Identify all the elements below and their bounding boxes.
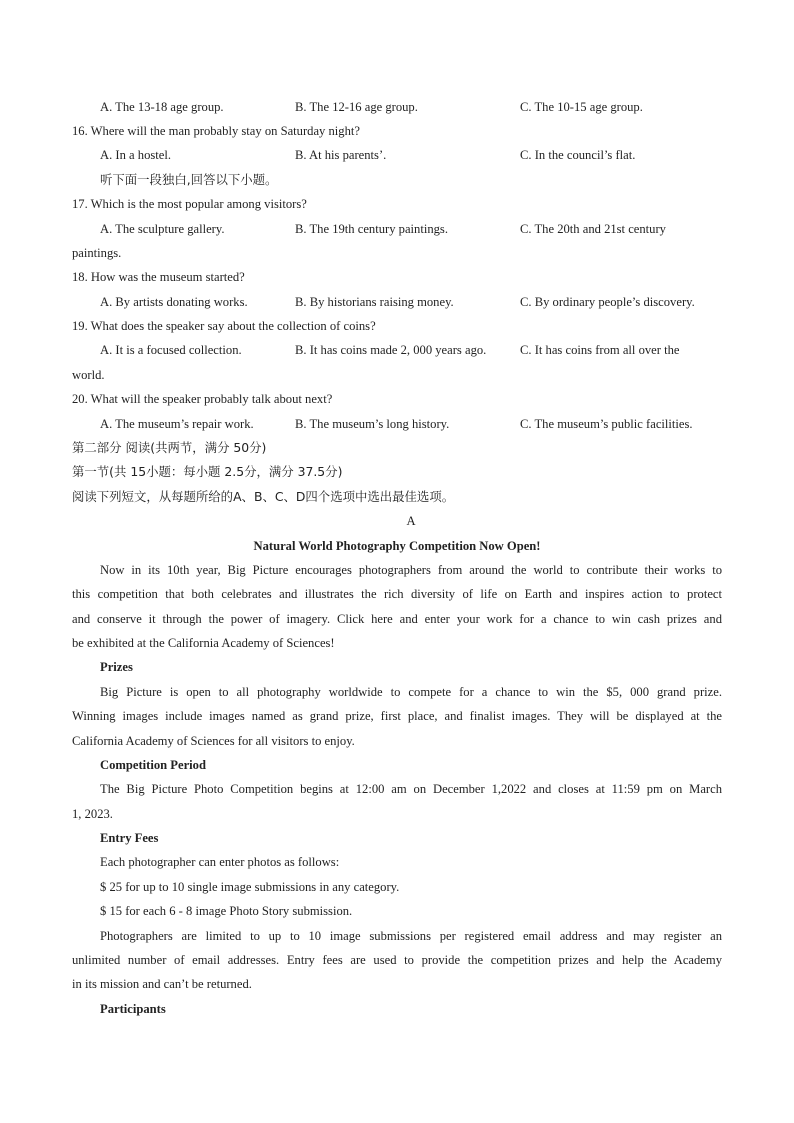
q15-option-b: B. The 12-16 age group.	[295, 100, 418, 114]
q18-option-a: A. By artists donating works.	[100, 295, 248, 309]
q18-question: 18. How was the museum started?	[72, 270, 245, 284]
q19-option-a: A. It is a focused collection.	[100, 343, 242, 357]
q19-option-c-continued: world.	[72, 368, 105, 382]
q17-option-c-continued: paintings.	[72, 246, 122, 260]
prizes-heading: Prizes	[100, 660, 133, 674]
limit-line: Photographers are limited to up to 10 image submissions per registered email address and may register an	[100, 929, 722, 943]
period-line: The Big Picture Photo Competition begins at 12:00 am on December 1,2022 and closes at 11:59 pm on March	[100, 782, 722, 796]
period-heading: Competition Period	[100, 758, 206, 772]
prizes-line: Winning images include images named as grand prize, first place, and finalist images. They will be displayed at the	[72, 709, 722, 723]
section1-heading: 第一节(共 15小题：每小题 2.5分，满分 37.5分)	[72, 464, 343, 479]
fees-heading: Entry Fees	[100, 831, 159, 845]
q19-option-b: B. It has coins made 2, 000 years ago.	[295, 343, 487, 357]
intro-line: this competition that both celebrates and illustrates the rich diversity of life on Earth and inspires action to protect	[72, 587, 722, 601]
q19-option-c: C. It has coins from all over the	[520, 343, 680, 357]
q16-option-c: C. In the council’s flat.	[520, 148, 636, 162]
monologue-instruction: 听下面一段独白,回答以下小题。	[100, 172, 278, 187]
prizes-line: Big Picture is open to all photography worldwide to compete for a chance to win the $5, 000 grand prize.	[100, 685, 722, 699]
passage-letter: A	[406, 514, 416, 528]
q17-question: 17. Which is the most popular among visitors?	[72, 197, 307, 211]
q16-question: 16. Where will the man probably stay on Saturday night?	[72, 124, 360, 138]
q17-option-b: B. The 19th century paintings.	[295, 222, 448, 236]
prizes-line: California Academy of Sciences for all visitors to enjoy.	[72, 734, 355, 748]
q18-option-b: B. By historians raising money.	[295, 295, 454, 309]
q15-option-a: A. The 13-18 age group.	[100, 100, 224, 114]
period-line: 1, 2023.	[72, 807, 113, 821]
fees-line: $ 25 for up to 10 single image submissions in any category.	[100, 880, 400, 894]
intro-line: and conserve it through the power of imagery. Click here and enter your work for a chance to win cash prizes and	[72, 612, 722, 626]
q18-option-c: C. By ordinary people’s discovery.	[520, 295, 695, 309]
part2-heading: 第二部分 阅读(共两节，满分 50分)	[72, 440, 267, 455]
q20-option-a: A. The museum’s repair work.	[100, 417, 254, 431]
participants-heading: Participants	[100, 1002, 166, 1016]
fees-line: Each photographer can enter photos as follows:	[100, 855, 340, 869]
passage-title: Natural World Photography Competition Now Open!	[253, 539, 541, 553]
q19-question: 19. What does the speaker say about the collection of coins?	[72, 319, 376, 333]
q20-question: 20. What will the speaker probably talk about next?	[72, 392, 333, 406]
limit-line: in its mission and can’t be returned.	[72, 977, 252, 991]
q16-option-b: B. At his parents’.	[295, 148, 387, 162]
q15-option-c: C. The 10-15 age group.	[520, 100, 643, 114]
q20-option-b: B. The museum’s long history.	[295, 417, 450, 431]
limit-line: unlimited number of email addresses. Entry fees are used to provide the competition prizes and help the Academy	[72, 953, 722, 967]
q16-option-a: A. In a hostel.	[100, 148, 171, 162]
intro-line: Now in its 10th year, Big Picture encourages photographers from around the world to contribute their works to	[100, 563, 722, 577]
q20-option-c: C. The museum’s public facilities.	[520, 417, 693, 431]
q17-option-c: C. The 20th and 21st century	[520, 222, 666, 236]
q17-option-a: A. The sculpture gallery.	[100, 222, 225, 236]
reading-instruction: 阅读下列短文，从每题所给的A、B、C、D四个选项中选出最佳选项。	[72, 489, 455, 504]
fees-line: $ 15 for each 6 - 8 image Photo Story submission.	[100, 904, 353, 918]
intro-line: be exhibited at the California Academy of Sciences!	[72, 636, 335, 650]
